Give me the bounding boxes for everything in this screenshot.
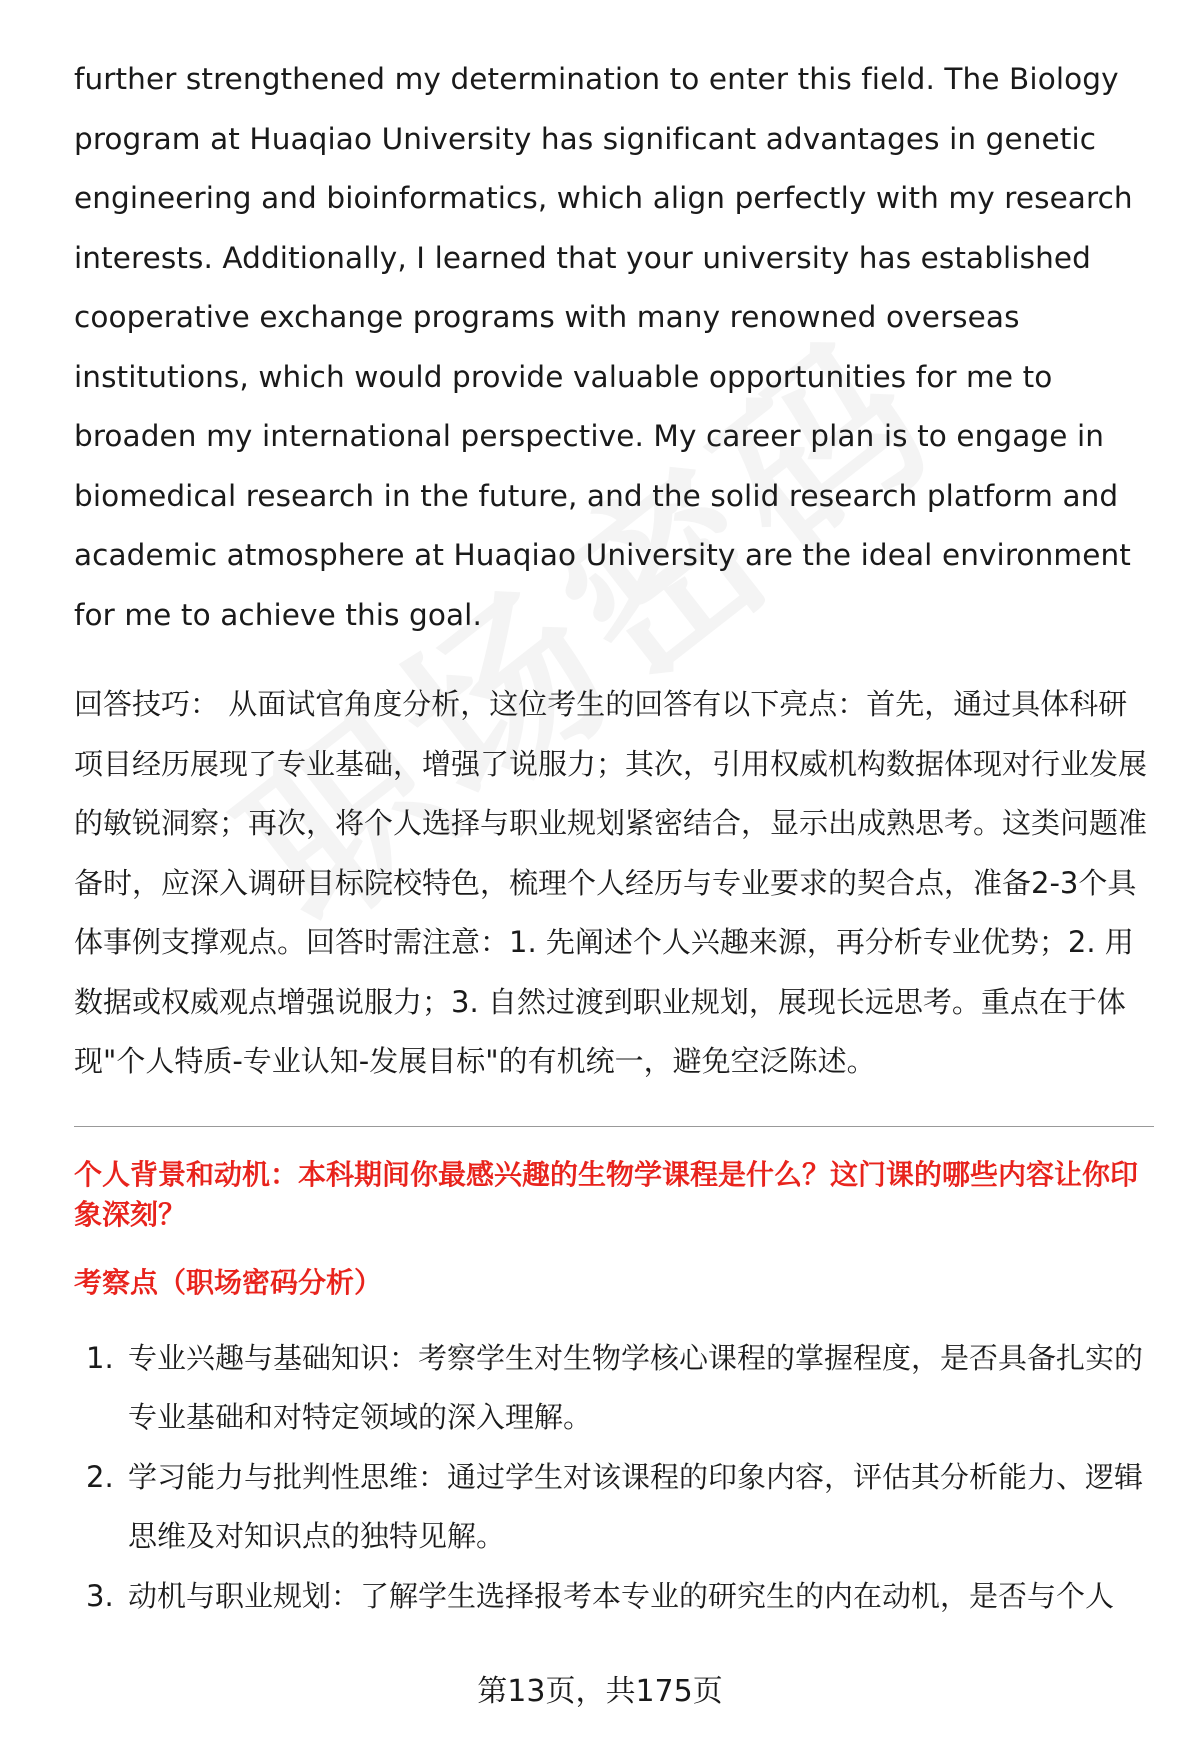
assessment-list: [74, 1329, 1154, 1627]
list-item: [74, 1329, 1154, 1448]
list-item: [74, 1448, 1154, 1567]
list-item: [74, 1567, 1154, 1627]
list-number: 3.: [86, 1578, 114, 1613]
page-number-footer: 第13页，共175页: [477, 1674, 723, 1709]
list-number: 2.: [86, 1459, 114, 1494]
list-text: 专业兴趣与基础知识：考察学生对生物学核心课程的掌握程度，是否具备扎实的专业基础和对特定领域的深入理解。: [128, 1340, 1144, 1434]
tips-paragraph: 回答技巧： 从面试官角度分析，这位考生的回答有以下亮点：首先，通过具体科研项目经历展现了专业基础，增强了说服力；其次，引用权威机构数据体现对行业发展的敏锐洞察；再次，将个人选择与职业规划紧密结合，显示出成熟思考。这类问题准备时，应深入调研目标院校特色，梳理个人经历与专业要求的契合点，准备2-3个具体事例支撑观点。回答时需注意：1. 先阐述个人兴趣来源，再分析专业优势；2. 用数据或权威观点增强说服力；3. 自然过渡到职业规划，展现长远思考。重点在于体现"个人特质-专业认知-发展目标"的有机统一，避免空泛陈述。: [74, 687, 1148, 1078]
page-content: [74, 50, 1154, 1642]
section-divider: [74, 1126, 1154, 1127]
list-text: 动机与职业规划：了解学生选择报考本专业的研究生的内在动机，是否与个人: [128, 1578, 1115, 1613]
list-number: 1.: [86, 1340, 114, 1375]
body-paragraph: further strengthened my determination to enter this field. The Biology program at Huaqiao University has significant advantages in genetic engineering and bioinformatics, which align perfectly with my research interests. Additionally, I learned that your university has established cooperative exchange programs with many renowned overseas institutions, which would provide valuable opportunities for me to broaden my international perspective. My career plan is to engage in biomedical research in the future, and the solid research platform and academic atmosphere at Huaqiao University are the ideal environment for me to achieve this goal.: [74, 62, 1133, 632]
list-text: 学习能力与批判性思维：通过学生对该课程的印象内容，评估其分析能力、逻辑思维及对知识点的独特见解。: [128, 1459, 1144, 1553]
assessment-subheading: 考察点（职场密码分析）: [74, 1265, 383, 1299]
question-heading: 个人背景和动机：本科期间你最感兴趣的生物学课程是什么？这门课的哪些内容让你印象深刻？: [74, 1157, 1139, 1231]
